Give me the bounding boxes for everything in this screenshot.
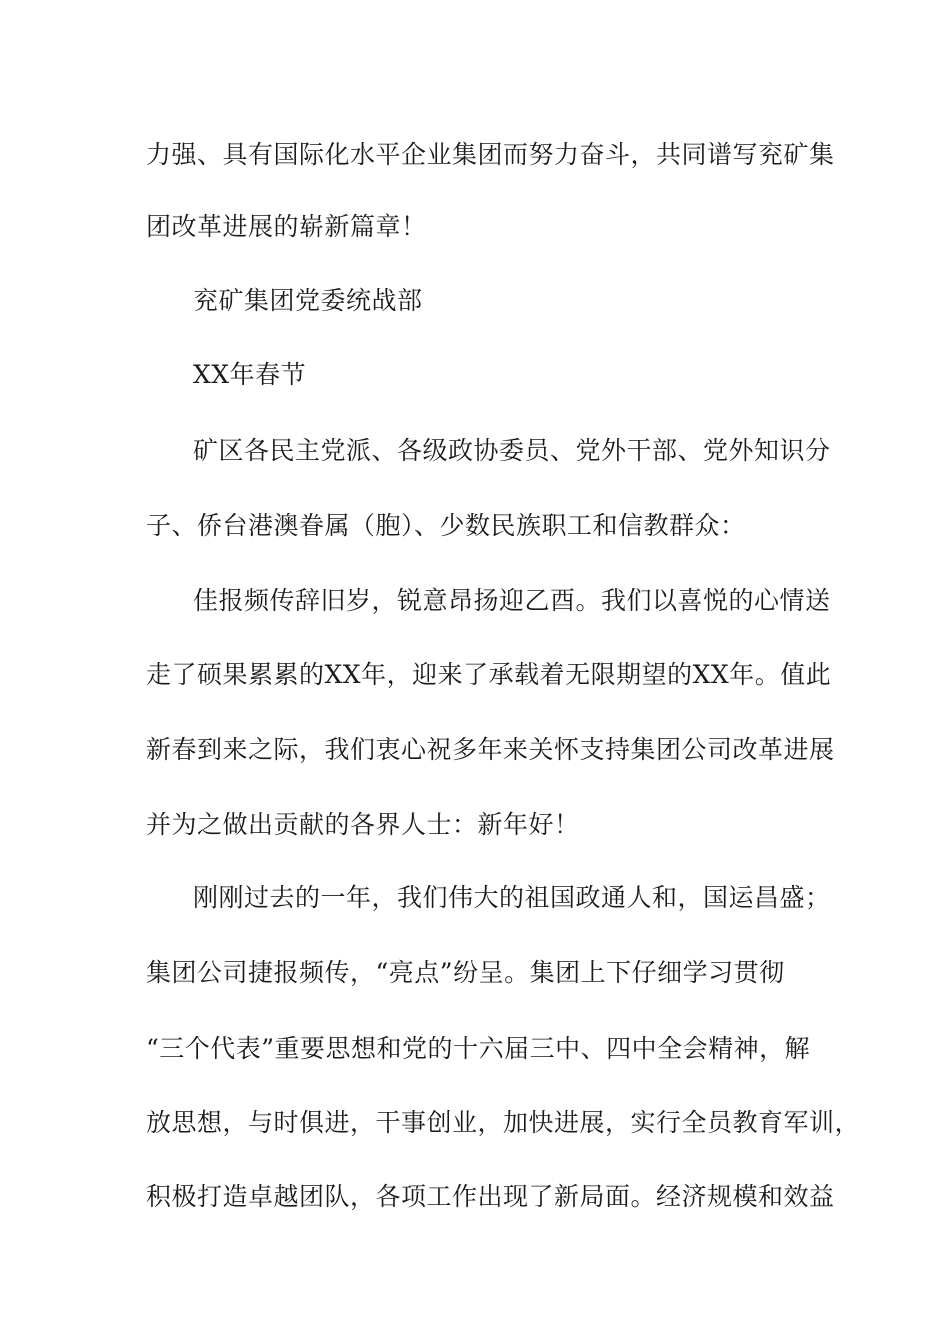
- paragraph-line: 放思想，与时俱进，干事创业，加快进展，实行全员教育军训，: [146, 1108, 861, 1137]
- paragraph-line: 刚刚过去的一年，我们伟大的祖国政通人和，国运昌盛；: [193, 883, 831, 912]
- paragraph-line: 走了硕果累累的XX年，迎来了承载着无限期望的XX年。值此: [146, 660, 832, 689]
- paragraph-line: 新春到来之际，我们衷心祝多年来关怀支持集团公司改革进展: [146, 735, 835, 764]
- paragraph-line: 并为之做出贡献的各界人士：新年好！: [146, 810, 580, 839]
- text-line: 力强、具有国际化水平企业集团而努力奋斗，共同谱写兖矿集: [146, 140, 835, 169]
- paragraph-line: 集团公司捷报频传，“亮点”纷呈。集团上下仔细学习贯彻: [146, 958, 785, 987]
- signature-organization: 兖矿集团党委统战部: [193, 286, 423, 315]
- paragraph-line: 积极打造卓越团队，各项工作出现了新局面。经济规模和效益: [146, 1182, 835, 1211]
- salutation-line: 矿区各民主党派、各级政协委员、党外干部、党外知识分: [193, 436, 831, 465]
- text-line: 团改革进展的崭新篇章！: [146, 212, 427, 241]
- salutation-line: 子、侨台港澳眷属（胞）、少数民族职工和信教群众：: [146, 511, 746, 540]
- signature-date: XX年春节: [193, 360, 307, 389]
- paragraph-line: 佳报频传辞旧岁，锐意昂扬迎乙酉。我们以喜悦的心情送: [193, 586, 831, 615]
- paragraph-line: “三个代表”重要思想和党的十六届三中、四中全会精神，解: [146, 1034, 811, 1063]
